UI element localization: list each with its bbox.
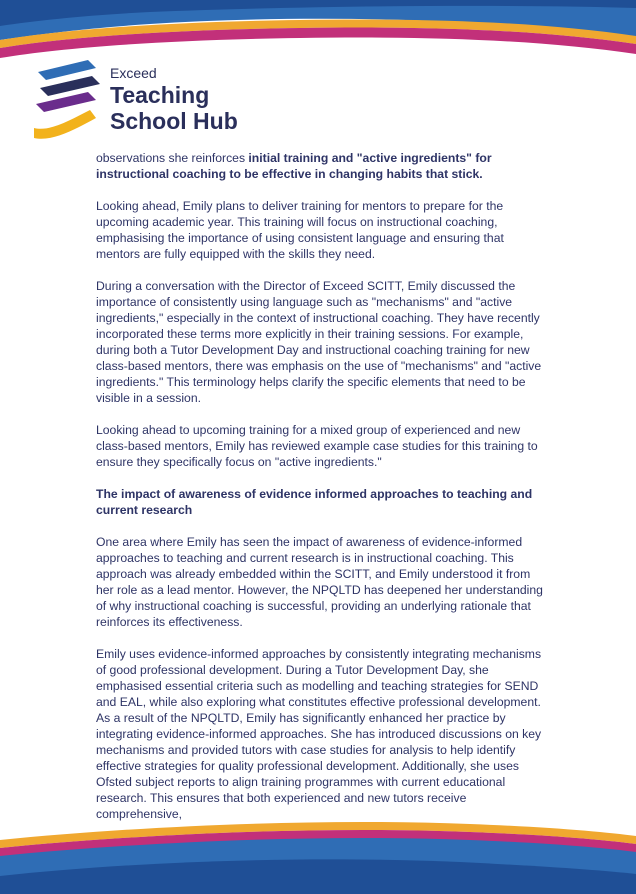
logo-text-line2: School Hub [110, 108, 238, 134]
section-heading: The impact of awareness of evidence informed approaches to teaching and current research [96, 487, 533, 517]
logo-text-small: Exceed [110, 65, 157, 81]
paragraph-1 [96, 150, 544, 182]
logo-text-line1: Teaching [110, 82, 210, 108]
paragraph-6: Emily uses evidence-informed approaches by consistently integrating mechanisms of good professional development. During a Tutor Development Day, she emphasised essential criteria such as modelling and teaching strategies for SEND and EAL, while also exploring what constitutes effective professional development. [96, 647, 542, 709]
paragraph-1-emphasis: initial training and "active ingredients" for instructional coaching to be effective in changing habits that stick. [96, 151, 492, 181]
footer-wave-band [0, 804, 636, 894]
paragraph-4: Looking ahead to upcoming training for a mixed group of experienced and new class-based mentors, Emily has reviewed example case studies for this training to ensure they specifically focus on "active ingredients." [96, 423, 538, 469]
paragraph-2: Looking ahead, Emily plans to deliver training for mentors to prepare for the upcoming academic year. This training will focus on instructional coaching, emphasising the importance of using consistent language and ensuring that mentors are fully equipped with the skills they need. [96, 199, 504, 261]
paragraph-5: One area where Emily has seen the impact of awareness of evidence-informed approaches to teaching and current research is in instructional coaching. This approach was already embedded within the SCITT, and Emily understood it from her role as a lead mentor. However, the NPQLTD has deepened her understanding of why instructional coaching is successful, providing an underlying rationale that reinforces its effectiveness. [96, 535, 543, 629]
ribbon-logo-icon [30, 58, 110, 148]
exceed-logo [30, 58, 240, 148]
paragraph-1-lead: observations she reinforces [96, 151, 249, 165]
paragraph-7: As a result of the NPQLTD, Emily has significantly enhanced her practice by integrating evidence-informed approaches. She has introduced discussions on key mechanisms and provided tutors with case studies for analysis to help identify effective strategies for quality professional development. Additionally, she uses Ofsted subject reports to align training programmes with current educational research. This ensures that both experienced and new tutors receive comprehensive, [96, 711, 542, 821]
document-body [96, 150, 544, 838]
paragraph-3: During a conversation with the Director of Exceed SCITT, Emily discussed the importance of consistently using language such as "mechanisms" and "active ingredients," especially in the context of instructional coaching. They have recently incorporated these terms more explicitly in their training sessions. For example, during both a Tutor Development Day and instructional coaching training for new class-based mentors, there was emphasis on the use of "mechanisms" and "active ingredients." This terminology helps clarify the specific elements that need to be visible in a session. [96, 279, 542, 405]
